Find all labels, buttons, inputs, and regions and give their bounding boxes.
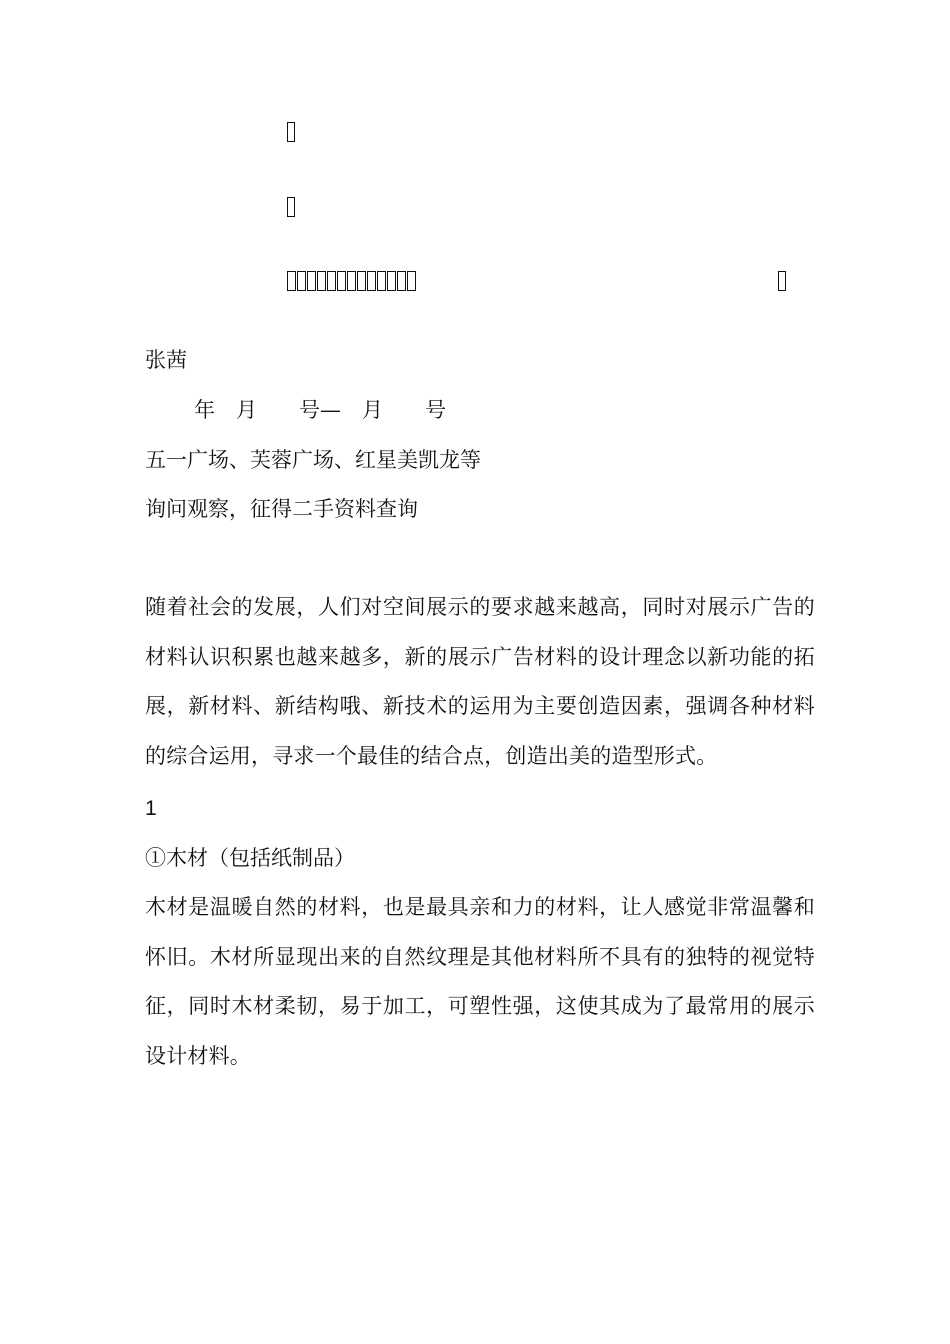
document-title-missing-glyphs [287,271,416,291]
missing-glyph-icon [287,122,295,142]
missing-glyph-icon [778,271,786,291]
missing-glyph-icon [347,271,356,291]
missing-glyph-icon [357,271,366,291]
missing-glyph-icon [297,271,306,291]
missing-glyph-icon [307,271,316,291]
survey-method: 询问观察，征得二手资料查询 [145,497,418,521]
missing-glyph-icon [327,271,336,291]
intro-paragraph: 随着社会的发展，人们对空间展示的要求越来越高，同时对展示广告的材料认识积累也越来越多，新的展示广告材料的设计理念以新功能的拓展，新材料、新结构哦、新技术的运用为主要创造因素，强调各种材料的综合运用，寻求一个最佳的结合点，创造出美的造型形式。 [145,595,815,768]
subsection-heading: ①木材（包括纸制品） [145,846,355,870]
section-number: 1 [145,797,157,820]
missing-glyph-icon [367,271,376,291]
missing-glyph-icon [387,271,396,291]
missing-glyph-icon [317,271,326,291]
missing-glyph-icon [407,271,416,291]
date-range: 年 月 号— 月 号 [194,398,446,422]
wood-paragraph: 木材是温暖自然的材料，也是最具亲和力的材料，让人感觉非常温馨和怀旧。木材所显现出来的自然纹理是其他材料所不具有的独特的视觉特征，同时木材柔韧，易于加工，可塑性强，这使其成为了最常用的展示设计材料。 [145,895,815,1068]
missing-glyph-icon [287,197,295,217]
missing-glyph-icon [337,271,346,291]
missing-glyph-icon [287,271,296,291]
missing-glyph-icon [377,271,386,291]
missing-glyph-icon [397,271,406,291]
author-name: 张茜 [145,348,187,372]
survey-location: 五一广场、芙蓉广场、红星美凯龙等 [145,448,481,472]
